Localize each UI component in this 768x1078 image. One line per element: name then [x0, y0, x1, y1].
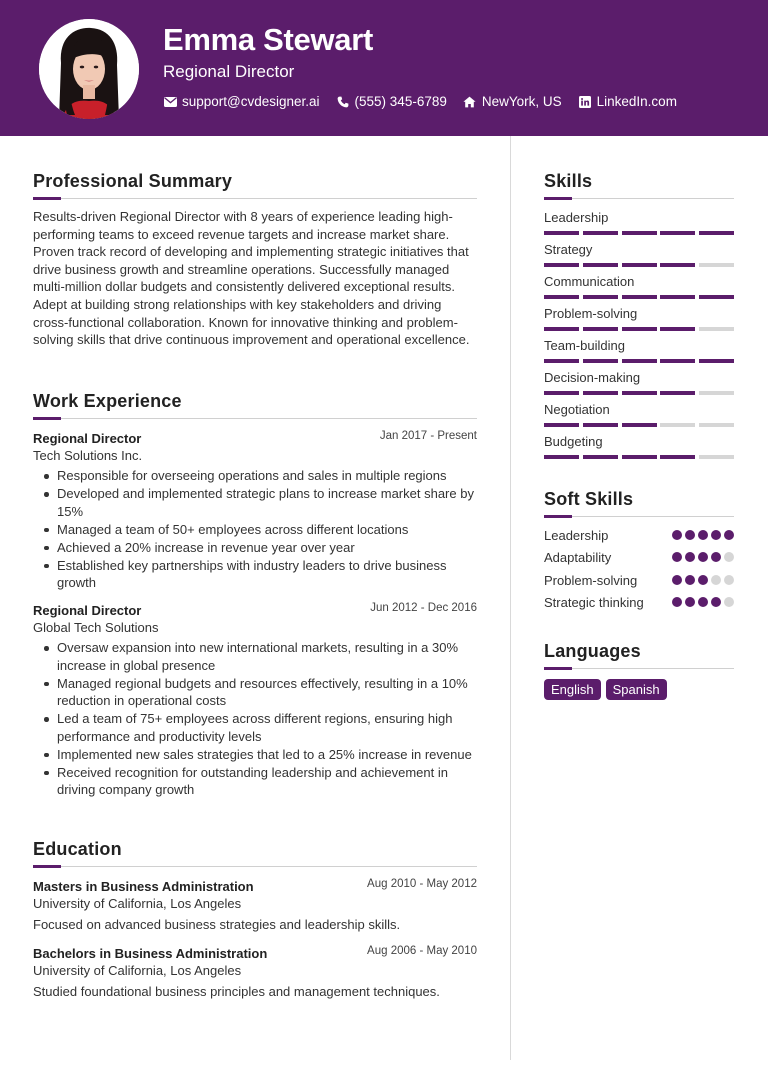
job-title: Regional Director: [33, 431, 142, 446]
list-item: Established key partnerships with industry leaders to drive business growth: [33, 557, 477, 592]
soft-skill-item: [544, 595, 734, 611]
rating-dot: [698, 597, 708, 607]
skill-level-segment: [544, 231, 579, 235]
degree-title: Bachelors in Business Administration: [33, 946, 268, 961]
skill-level-segment: [544, 455, 579, 459]
degree-title: Masters in Business Administration: [33, 879, 254, 894]
list-item: Achieved a 20% increase in revenue year over year: [33, 539, 477, 557]
rating-dot: [672, 530, 682, 540]
languages-rule: [544, 668, 734, 669]
skill-level-segment: [544, 327, 579, 331]
linkedin-icon: [578, 95, 592, 109]
resume-header: [0, 0, 768, 136]
contact-linkedin-text: LinkedIn.com: [596, 94, 677, 109]
skill-level-segment: [544, 359, 579, 363]
language-badge: Spanish: [606, 679, 667, 700]
job-title: Regional Director: [33, 603, 142, 618]
soft-skill-rating: [669, 552, 734, 562]
skill-level-segment: [622, 263, 657, 267]
skill-level-segment: [699, 359, 734, 363]
job-bullets: [33, 639, 477, 799]
home-icon: [463, 95, 477, 109]
skill-label: Leadership: [544, 210, 609, 225]
skill-item: [544, 338, 734, 353]
skill-item: [544, 306, 734, 321]
skill-item: [544, 434, 734, 449]
contact-phone[interactable]: [336, 94, 447, 109]
skill-item: [544, 370, 734, 385]
languages-title: Languages: [544, 641, 641, 661]
education-rule: [33, 866, 477, 867]
skill-label: Negotiation: [544, 402, 610, 417]
rating-dot: [698, 552, 708, 562]
degree-description: Studied foundational business principles and management techniques.: [33, 984, 440, 999]
skill-level-segment: [660, 455, 695, 459]
degree-description: Focused on advanced business strategies and leadership skills.: [33, 917, 401, 932]
skill-level-bar: [544, 263, 738, 267]
soft-skill-rating: [669, 575, 734, 585]
list-item: Developed and implemented strategic plans to increase market share by 15%: [33, 485, 477, 520]
job-bullets: [33, 467, 477, 592]
skill-level-segment: [660, 391, 695, 395]
contact-location-text: NewYork, US: [481, 94, 562, 109]
job-entry: [33, 430, 477, 592]
job-entry: [33, 602, 477, 799]
contact-phone-text: (555) 345-6789: [354, 94, 447, 109]
skill-level-segment: [583, 391, 618, 395]
skill-level-segment: [699, 455, 734, 459]
skills-rule: [544, 198, 734, 199]
column-divider: [510, 136, 511, 1060]
skill-label: Decision-making: [544, 370, 641, 385]
skill-level-segment: [622, 295, 657, 299]
list-item: Received recognition for outstanding leadership and achievement in driving company growth: [33, 764, 477, 799]
rating-dot: [698, 530, 708, 540]
summary-text: Results-driven Regional Director with 8 years of experience leading high-performing teams to exceed revenue targets and increase market share. Proven track record of developing and implementing strategic initiatives that drive business growth and streamline operations. Successfully managed multi-million dollar budgets and consistently delivered exceptional results. Adept at building strong relationships with key stakeholders and driving cross-functional collaboration. Known for innovative thinking and problem-solving skills that drive continuous improvement and operational excellence.: [33, 209, 470, 348]
rating-dot: [698, 575, 708, 585]
skill-level-segment: [583, 295, 618, 299]
skill-level-segment: [660, 423, 695, 427]
skill-item: [544, 210, 734, 225]
education-entry: [33, 878, 477, 932]
degree-date: Aug 2006 - May 2010: [367, 945, 477, 957]
skill-level-bar: [544, 455, 738, 459]
skill-level-bar: [544, 423, 738, 427]
contact-linkedin[interactable]: [578, 94, 677, 109]
skill-level-segment: [544, 295, 579, 299]
skill-level-segment: [660, 295, 695, 299]
candidate-name: Emma Stewart: [163, 22, 374, 57]
skill-level-segment: [622, 455, 657, 459]
skill-level-segment: [699, 231, 734, 235]
soft-skill-item: [544, 573, 734, 589]
skill-level-segment: [699, 295, 734, 299]
list-item: Oversaw expansion into new international markets, resulting in a 30% increase in global presence: [33, 639, 477, 674]
rating-dot: [724, 552, 734, 562]
job-company: Tech Solutions Inc.: [33, 448, 143, 463]
degree-date: Aug 2010 - May 2012: [367, 878, 477, 890]
job-date: Jun 2012 - Dec 2016: [370, 602, 477, 614]
rating-dot: [711, 530, 721, 540]
rating-dot: [711, 575, 721, 585]
soft-skill-label: Problem-solving: [544, 572, 638, 588]
skill-label: Strategy: [544, 242, 593, 257]
contact-location: [463, 94, 562, 109]
education-entry: [33, 945, 477, 999]
list-item: Managed regional budgets and resources effectively, resulting in a 10% reduction in operational costs: [33, 675, 477, 710]
job-date: Jan 2017 - Present: [379, 430, 477, 442]
skill-level-segment: [622, 423, 657, 427]
soft-skill-item: [544, 550, 734, 566]
skill-item: [544, 242, 734, 257]
skill-level-segment: [583, 359, 618, 363]
phone-icon: [336, 95, 350, 109]
skill-level-segment: [622, 231, 657, 235]
skill-level-segment: [583, 455, 618, 459]
skill-level-bar: [544, 391, 738, 395]
language-badge: English: [544, 679, 601, 700]
skill-level-segment: [544, 423, 579, 427]
skill-level-segment: [544, 391, 579, 395]
contact-email-text: support@cvdesigner.ai: [182, 94, 320, 109]
skill-level-segment: [583, 263, 618, 267]
rating-dot: [724, 597, 734, 607]
envelope-icon: [163, 95, 177, 109]
skill-level-segment: [699, 391, 734, 395]
skill-level-segment: [583, 327, 618, 331]
contact-list: [163, 94, 693, 109]
skill-level-bar: [544, 231, 738, 235]
skill-level-segment: [622, 359, 657, 363]
skill-level-segment: [622, 391, 657, 395]
list-item: Implemented new sales strategies that led to a 25% increase in revenue: [33, 746, 477, 764]
skill-item: [544, 274, 734, 289]
skill-level-segment: [544, 263, 579, 267]
rating-dot: [685, 575, 695, 585]
skill-level-segment: [699, 327, 734, 331]
soft-skill-rating: [669, 530, 734, 540]
skill-level-segment: [699, 423, 734, 427]
soft-skill-label: Leadership: [544, 528, 609, 543]
skill-level-segment: [660, 231, 695, 235]
soft-skill-item: [544, 528, 734, 544]
skill-level-segment: [660, 263, 695, 267]
skill-label: Team-building: [544, 338, 625, 353]
school-name: University of California, Los Angeles: [33, 896, 242, 911]
experience-title: Work Experience: [33, 391, 182, 411]
rating-dot: [672, 597, 682, 607]
job-company: Global Tech Solutions: [33, 620, 159, 635]
contact-email[interactable]: [163, 94, 320, 109]
summary-rule: [33, 198, 477, 199]
skill-level-bar: [544, 359, 738, 363]
experience-rule: [33, 418, 477, 419]
soft-skill-label: Adaptability: [544, 550, 612, 566]
skill-level-segment: [583, 231, 618, 235]
rating-dot: [724, 530, 734, 540]
skill-level-bar: [544, 327, 738, 331]
list-item: Led a team of 75+ employees across different regions, ensuring high performance and productivity levels: [33, 710, 477, 745]
skill-level-segment: [622, 327, 657, 331]
skill-label: Problem-solving: [544, 306, 638, 321]
rating-dot: [685, 530, 695, 540]
summary-title: Professional Summary: [33, 171, 233, 191]
skill-item: [544, 402, 734, 417]
list-item: Managed a team of 50+ employees across different locations: [33, 521, 477, 539]
skill-label: Communication: [544, 274, 635, 289]
skill-level-segment: [583, 423, 618, 427]
languages-list: [544, 679, 672, 700]
rating-dot: [672, 575, 682, 585]
soft-skills-title: Soft Skills: [544, 489, 634, 509]
soft-skill-rating: [669, 597, 734, 607]
rating-dot: [724, 575, 734, 585]
skill-level-segment: [660, 327, 695, 331]
soft-skills-rule: [544, 516, 734, 517]
school-name: University of California, Los Angeles: [33, 963, 242, 978]
skill-level-segment: [660, 359, 695, 363]
skill-level-bar: [544, 295, 738, 299]
rating-dot: [685, 552, 695, 562]
rating-dot: [672, 552, 682, 562]
candidate-role: Regional Director: [163, 62, 295, 81]
rating-dot: [711, 552, 721, 562]
skills-title: Skills: [544, 171, 593, 191]
skill-label: Budgeting: [544, 434, 603, 449]
soft-skill-label: Strategic thinking: [544, 594, 644, 610]
rating-dot: [685, 597, 695, 607]
list-item: Responsible for overseeing operations and sales in multiple regions: [33, 467, 477, 485]
education-title: Education: [33, 839, 122, 859]
skill-level-segment: [699, 263, 734, 267]
rating-dot: [711, 597, 721, 607]
profile-photo: [39, 19, 139, 119]
